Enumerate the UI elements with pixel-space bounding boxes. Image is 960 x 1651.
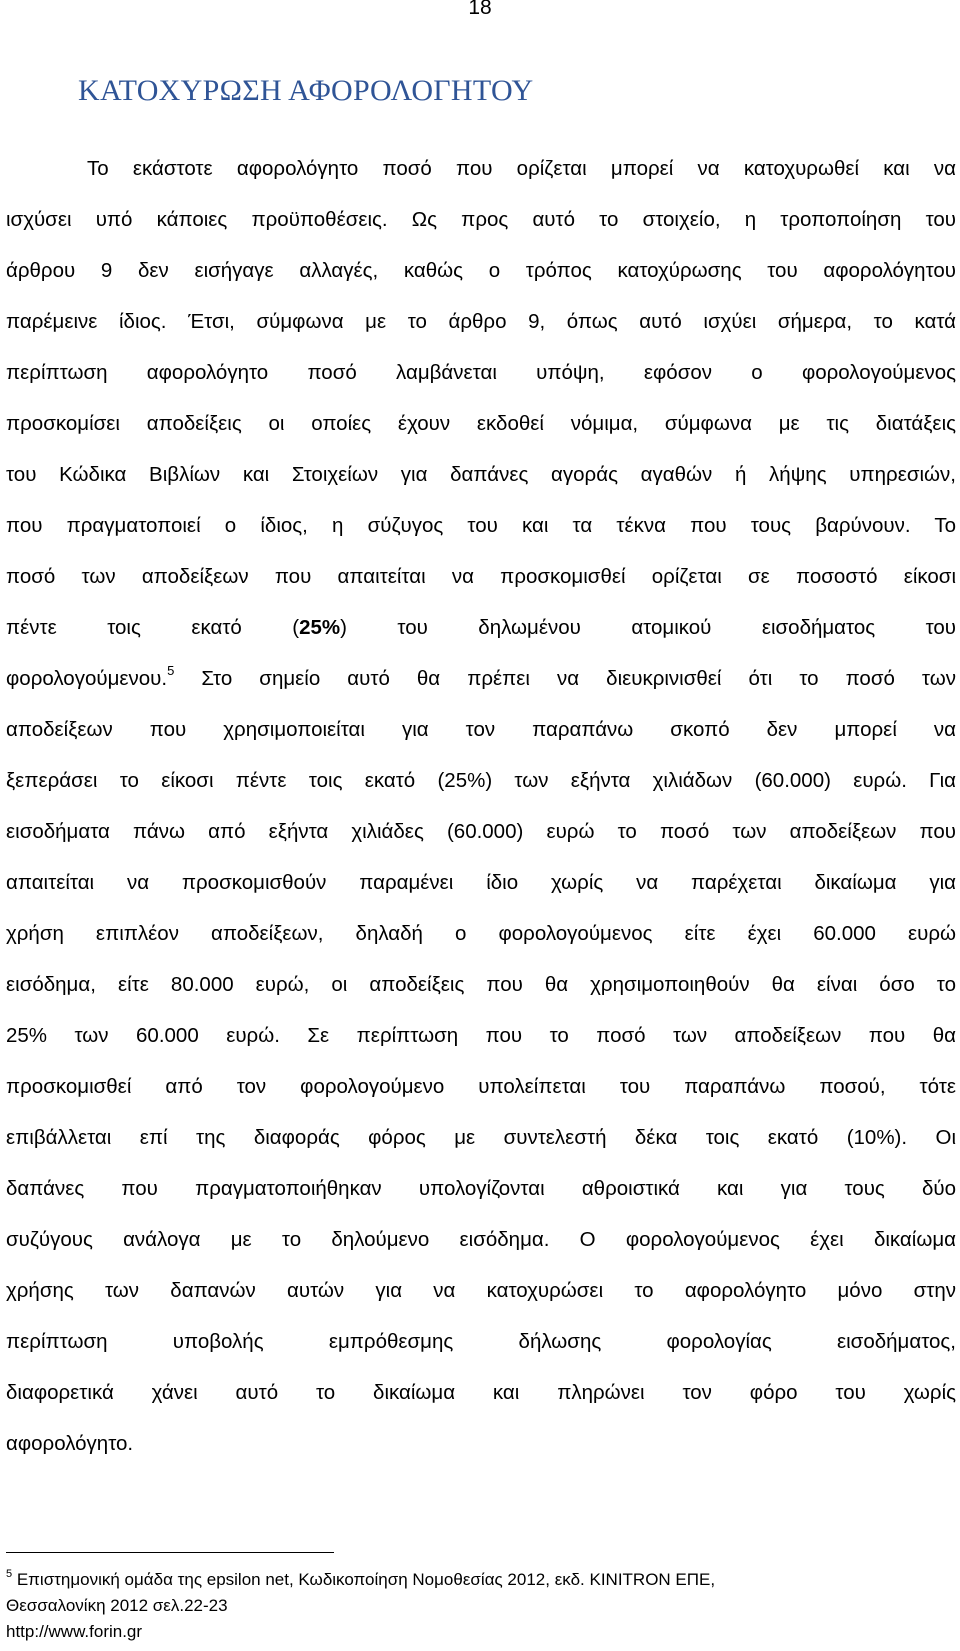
paragraph-line: διαφορετικά χάνει αυτό το δικαίωμα και πληρώνει τον φόρο του χωρίς xyxy=(6,1381,956,1404)
line-text: Στο σημείο αυτό θα πρέπει να διευκρινισθεί ότι το ποσό των xyxy=(174,667,956,690)
paragraph-line: χρήση επιπλέον αποδείξεων, δηλαδή ο φορολογούμενος είτε έχει 60.000 ευρώ xyxy=(6,922,956,945)
footnote-marker: 5 xyxy=(6,1568,13,1580)
paragraph-line: ισχύσει υπό κάποιες προϋποθέσεις. Ως προς αυτό το στοιχείο, η τροποποίηση του xyxy=(6,208,956,231)
footnote xyxy=(6,1567,946,1645)
paragraph-line: επιβάλλεται επί της διαφοράς φόρος με συντελεστή δέκα τοις εκατό (10%). Οι xyxy=(6,1126,956,1149)
paragraph-line: 25% των 60.000 ευρώ. Σε περίπτωση που το ποσό των αποδείξεων που θα xyxy=(6,1024,956,1047)
paragraph-line xyxy=(6,653,956,704)
footnote-line xyxy=(6,1567,946,1593)
paragraph-line: περίπτωση υποβολής εμπρόθεσμης δήλωσης φορολογίας εισοδήματος, xyxy=(6,1330,956,1353)
paragraph-line: προσκομίσει αποδείξεις οι οποίες έχουν εκδοθεί νόμιμα, σύμφωνα με τις διατάξεις xyxy=(6,412,956,435)
paragraph-line: εισοδήματα πάνω από εξήντα χιλιάδες (60.000) ευρώ το ποσό των αποδείξεων που xyxy=(6,820,956,843)
footnote-link[interactable]: http://www.forin.gr xyxy=(6,1622,143,1641)
footnote-reference[interactable]: 5 xyxy=(167,663,175,678)
paragraph-line: χρήσης των δαπανών αυτών για να κατοχυρώσει το αφορολόγητο μόνο στην xyxy=(6,1279,956,1302)
paragraph-line: απαιτείται να προσκομισθούν παραμένει ίδιο χωρίς να παρέχεται δικαίωμα για xyxy=(6,871,956,894)
paragraph-line: εισόδημα, είτε 80.000 ευρώ, οι αποδείξεις που θα χρησιμοποιηθούν θα είναι όσο το xyxy=(6,973,956,996)
paragraph-line: ποσό των αποδείξεων που απαιτείται να προσκομισθεί ορίζεται σε ποσοστό είκοσι xyxy=(6,565,956,588)
paragraph-line: άρθρου 9 δεν εισήγαγε αλλαγές, καθώς ο τρόπος κατοχύρωσης του αφορολόγητου xyxy=(6,259,956,282)
line-text: ) του δηλωμένου ατομικού εισοδήματος του xyxy=(340,616,957,639)
page-number: 18 xyxy=(468,0,492,19)
paragraph-line: περίπτωση αφορολόγητο ποσό λαμβάνεται υπόψη, εφόσον ο φορολογούμενος xyxy=(6,361,956,384)
paragraph-line: συζύγους ανάλογα με το δηλούμενο εισόδημα. Ο φορολογούμενος έχει δικαίωμα xyxy=(6,1228,956,1251)
paragraph-line: του Κώδικα Βιβλίων και Στοιχείων για δαπάνες αγοράς αγαθών ή λήψης υπηρεσιών, xyxy=(6,463,956,486)
footnote-separator xyxy=(6,1552,334,1553)
paragraph-line: προσκομισθεί από τον φορολογούμενο υπολείπεται του παραπάνω ποσού, τότε xyxy=(6,1075,956,1098)
paragraph-line: αφορολόγητο. xyxy=(6,1432,134,1455)
paragraph-line: παρέμεινε ίδιος. Έτσι, σύμφωνα με το άρθρο 9, όπως αυτό ισχύει σήμερα, το κατά xyxy=(6,310,956,333)
bold-percentage: 25% xyxy=(299,616,341,639)
line-text: πέντε τοις εκατό ( xyxy=(6,616,300,639)
body-paragraph xyxy=(6,143,956,1469)
paragraph-line: ξεπεράσει το είκοσι πέντε τοις εκατό (25%) των εξήντα χιλιάδων (60.000) ευρώ. Για xyxy=(6,769,956,792)
paragraph-line: Το εκάστοτε αφορολόγητο ποσό που ορίζεται μπορεί να κατοχυρωθεί και να xyxy=(87,157,956,180)
footnote-citation: Επιστημονική ομάδα της epsilon net, Κωδικοποίηση Νομοθεσίας 2012, εκδ. KINITRON ΕΠΕ, xyxy=(12,1570,716,1589)
line-text: φορολογούμενου. xyxy=(6,667,168,690)
paragraph-line: που πραγματοποιεί ο ίδιος, η σύζυγος του και τα τέκνα που τους βαρύνουν. Το xyxy=(6,514,956,537)
section-heading: ΚΑΤΟΧΥΡΩΣΗ ΑΦΟΡΟΛΟΓΗΤΟΥ xyxy=(78,74,534,107)
footnote-line: Θεσσαλονίκη 2012 σελ.22-23 xyxy=(6,1596,228,1615)
paragraph-line xyxy=(6,602,956,653)
paragraph-line: αποδείξεων που χρησιμοποιείται για τον παραπάνω σκοπό δεν μπορεί να xyxy=(6,718,956,741)
paragraph-line: δαπάνες που πραγματοποιήθηκαν υπολογίζονται αθροιστικά και για τους δύο xyxy=(6,1177,956,1200)
